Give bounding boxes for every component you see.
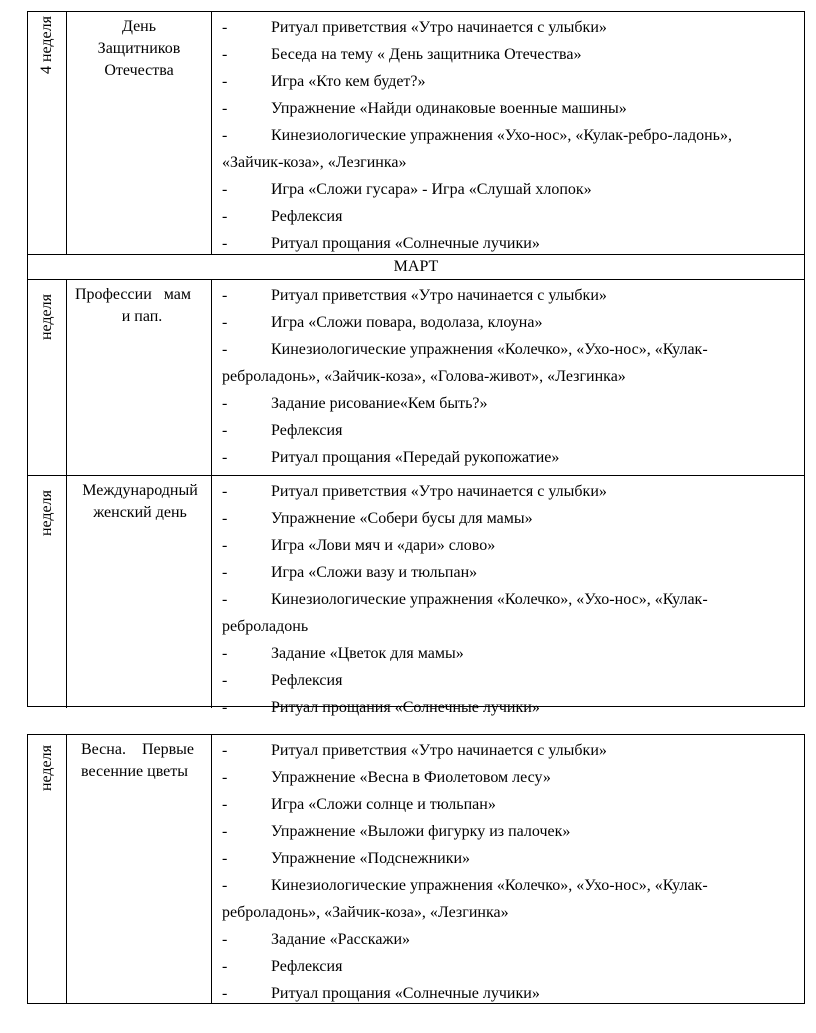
week-cell [28,735,67,1003]
list-dash: - [222,823,228,840]
activity-item [212,417,804,444]
topic-text [67,280,211,328]
list-dash: - [222,483,228,500]
activity-text: Ритуал прощания «Солнечные лучики» [271,985,540,1002]
list-dash: - [222,235,228,252]
activity-item [212,667,804,694]
activity-text: Ритуал приветствия «Утро начинается с улыбки» [271,19,607,36]
activity-text: реброладонь [222,618,309,635]
activity-item [212,694,804,721]
topic-line-2: весенние цветы [81,763,189,780]
list-dash: - [222,958,228,975]
activity-item [212,336,804,363]
list-dash: - [222,985,228,1002]
list-dash: - [222,645,228,662]
activities-cell [212,12,804,254]
activity-item [212,282,804,309]
plan-table-2 [27,734,805,1004]
list-dash: - [222,850,228,867]
activity-text: Игра «Сложи гусара» - Игра «Слушай хлопок» [271,181,592,198]
activity-item [212,390,804,417]
activity-text: Задание «Расскажи» [271,931,411,948]
activity-text: Кинезиологические упражнения «Колечко», «Ухо-нос», «Кулак- [271,877,708,894]
activity-item [212,845,804,872]
list-dash: - [222,931,228,948]
list-dash: - [222,341,228,358]
activity-item [212,444,804,471]
activity-item [212,818,804,845]
activity-text: Ритуал прощания «Передай рукопожатие» [271,449,560,466]
activity-text: Ритуал приветствия «Утро начинается с улыбки» [271,287,607,304]
plan-table-1 [27,11,805,716]
activity-text: Ритуал прощания «Солнечные лучики» [271,235,540,252]
activity-item [212,899,804,926]
week-label: неделя [38,294,55,341]
activity-text: «Зайчик-коза», «Лезгинка» [222,154,407,171]
activity-text: Упражнение «Собери бусы для мамы» [271,510,533,527]
list-dash: - [222,395,228,412]
activity-text: Упражнение «Весна в Фиолетовом лесу» [271,769,551,786]
activity-item [212,230,804,257]
activity-item [212,122,804,149]
activity-item [212,980,804,1007]
list-dash: - [222,127,228,144]
list-dash: - [222,877,228,894]
activity-item [212,586,804,613]
list-dash: - [222,672,228,689]
activity-text: реброладонь», «Зайчик-коза», «Лезгинка» [222,904,509,921]
week-cell [28,476,67,708]
activity-text: Задание рисование«Кем быть?» [271,395,488,412]
list-dash: - [222,46,228,63]
activity-text: реброладонь», «Зайчик-коза», «Голова-живот», «Лезгинка» [222,368,626,385]
activity-item [212,309,804,336]
activities-cell [212,735,804,1003]
activity-item [212,41,804,68]
list-dash: - [222,100,228,117]
topic-text: Международный женский день [82,482,198,521]
list-dash: - [222,19,228,36]
list-dash: - [222,510,228,527]
list-dash: - [222,208,228,225]
activity-text: Кинезиологические упражнения «Колечко», «Ухо-нос», «Кулак- [271,341,708,358]
activity-item [212,478,804,505]
table-row-professions [28,279,804,475]
activity-item [212,791,804,818]
activity-text: Игра «Сложи повара, водолаза, клоуна» [271,314,543,331]
activity-text: Игра «Кто кем будет?» [271,73,426,90]
list-dash: - [222,742,228,759]
topic-line-1: Весна. Первые [81,741,194,758]
topic-text [67,735,211,783]
list-dash: - [222,564,228,581]
list-dash: - [222,422,228,439]
topic-cell [67,12,212,254]
topic-line-2: и пап. [121,308,163,325]
month-label: МАРТ [393,258,439,275]
list-dash: - [222,73,228,90]
activity-item [212,926,804,953]
activity-item [212,737,804,764]
activities-cell [212,280,804,475]
activity-item [212,203,804,230]
activity-text: Упражнение «Выложи фигурку из палочек» [271,823,571,840]
activity-item [212,953,804,980]
activity-text: Рефлексия [271,208,343,225]
activity-item [212,176,804,203]
activity-item [212,68,804,95]
activity-text: Ритуал приветствия «Утро начинается с улыбки» [271,483,607,500]
activity-text: Задание «Цветок для мамы» [271,645,464,662]
table-row-spring [28,735,804,1003]
table-row-womens-day [28,475,804,716]
list-dash: - [222,796,228,813]
topic-cell [67,735,212,1003]
activity-item [212,363,804,390]
activity-item [212,95,804,122]
activity-text: Рефлексия [271,958,343,975]
list-dash: - [222,769,228,786]
activity-item [212,149,804,176]
activity-text: Игра «Сложи солнце и тюльпан» [271,796,496,813]
list-dash: - [222,181,228,198]
activity-text: Рефлексия [271,672,343,689]
week-cell [28,12,67,254]
activities-cell [212,476,804,716]
table-row-defenders-day [28,12,804,254]
topic-cell [67,476,212,708]
activity-text: Кинезиологические упражнения «Колечко», «Ухо-нос», «Кулак- [271,591,708,608]
activity-text: Кинезиологические упражнения «Ухо-нос», «Кулак-ребро-ладонь», [271,127,732,144]
week-label: неделя [38,490,55,537]
activity-text: Ритуал прощания «Солнечные лучики» [271,699,540,716]
list-dash: - [222,314,228,331]
activity-text: Упражнение «Найди одинаковые военные машины» [271,100,627,117]
activity-item [212,532,804,559]
activity-text: Ритуал приветствия «Утро начинается с улыбки» [271,742,607,759]
week-cell [28,280,67,475]
activity-item [212,872,804,899]
list-dash: - [222,699,228,716]
activity-text: Игра «Сложи вазу и тюльпан» [271,564,478,581]
activity-item [212,559,804,586]
topic-line-1: Профессии мам [75,286,191,303]
activity-text: Беседа на тему « День защитника Отечества» [271,46,582,63]
week-label: неделя [38,745,55,792]
topic-text: День Защитников Отечества [97,18,181,79]
activity-text: Игра «Лови мяч и «дари» слово» [271,537,496,554]
activity-item [212,613,804,640]
week-label: 4 неделя [38,16,55,75]
list-dash: - [222,449,228,466]
activity-item [212,505,804,532]
activity-text: Упражнение «Подснежники» [271,850,471,867]
activity-item [212,14,804,41]
month-row [28,254,804,279]
list-dash: - [222,537,228,554]
activity-item [212,764,804,791]
list-dash: - [222,591,228,608]
list-dash: - [222,287,228,304]
topic-cell [67,280,212,475]
activity-text: Рефлексия [271,422,343,439]
activity-item [212,640,804,667]
